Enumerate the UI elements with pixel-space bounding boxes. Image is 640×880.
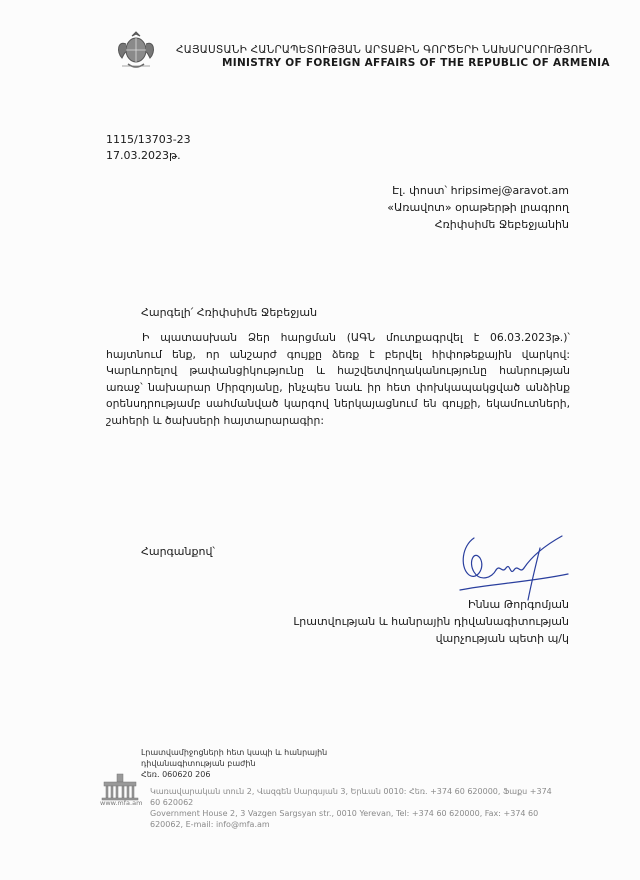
signer-block	[293, 596, 569, 647]
signer-position-line2: վարչության պետի պ/կ	[435, 632, 569, 645]
letter-body	[106, 330, 570, 429]
letter-body-text: Ի պատասխան Ձեր հարցման (ԱԳՆ մուտքագրվել է 06.03.2023թ.)՝ հայտնում ենք, որ անշարժ գույքը ձեռք է բերվել հիփոթեքային վարկով: Կարևորելով թափանցիկությունը և հաշվետվողականությունը հանրության առաջ՝ նախարար Միրզոյանը, ինչպես նաև իր հետ փոխկապակցված անձինք օրենսդրությամբ սահմանված կարգով ներկայացնում են գույքի, եկամուտների, շահերի և ծախսերի հայտարարագիր:	[106, 331, 570, 427]
coat-of-arms-emblem	[112, 28, 160, 72]
addressee-block	[387, 182, 569, 233]
addressee-name: Հռիփսիմե Ջեբեջյանին	[434, 218, 569, 231]
footer-address-english: Government House 2, 3 Vazgen Sargsyan str., 0010 Yerevan, Tel: +374 60 620000, Fax: +374 60 620062, E-mail: info@mfa.am	[150, 809, 539, 829]
footer-contacts	[150, 786, 560, 830]
executor-department-line1: Լրատվամիջոցների հետ կապի և հանրային	[141, 748, 328, 757]
ministry-name-armenian: ՀԱՅԱՍՏԱՆԻ ՀԱՆՐԱՊԵՏՈՒԹՅԱՆ ԱՐՏԱՔԻՆ ԳՈՐԾԵՐԻ ՆԱԽԱՐԱՐՈՒԹՅՈՒՆ	[176, 44, 593, 56]
addressee-organization: «Առավոտ» օրաթերթի լրագրող	[387, 201, 569, 214]
footer-website: www.mfa.am	[100, 799, 143, 807]
executor-department-line2: դիվանագիտության բաժին	[141, 759, 256, 768]
addressee-email: Էլ. փոստ՝ hripsimej@aravot.am	[392, 184, 569, 197]
salutation: Հարգելի՛ Հռիփսիմե Ջեբեջյան	[141, 306, 318, 319]
ministry-name-english: MINISTRY OF FOREIGN AFFAIRS OF THE REPUBLIC OF ARMENIA	[222, 57, 610, 69]
signer-position-line1: Լրատվության և հանրային դիվանագիտության	[293, 615, 569, 628]
footer-address-armenian: Կառավարական տուն 2, Վազգեն Սարգսյան 3, Երևան 0010: Հեռ. +374 60 620000, Ֆաքս +374 60 620062	[150, 787, 552, 807]
reference-date: 17.03.2023թ.	[106, 149, 181, 162]
reference-number: 1115/13703-23	[106, 133, 191, 146]
executor-phone: Հեռ. 060620 206	[141, 770, 211, 779]
executor-block	[141, 747, 327, 780]
reference-block	[106, 132, 191, 164]
closing: Հարգանքով՝	[141, 545, 216, 558]
signer-name: Իննա Թորգոմյան	[467, 598, 569, 611]
